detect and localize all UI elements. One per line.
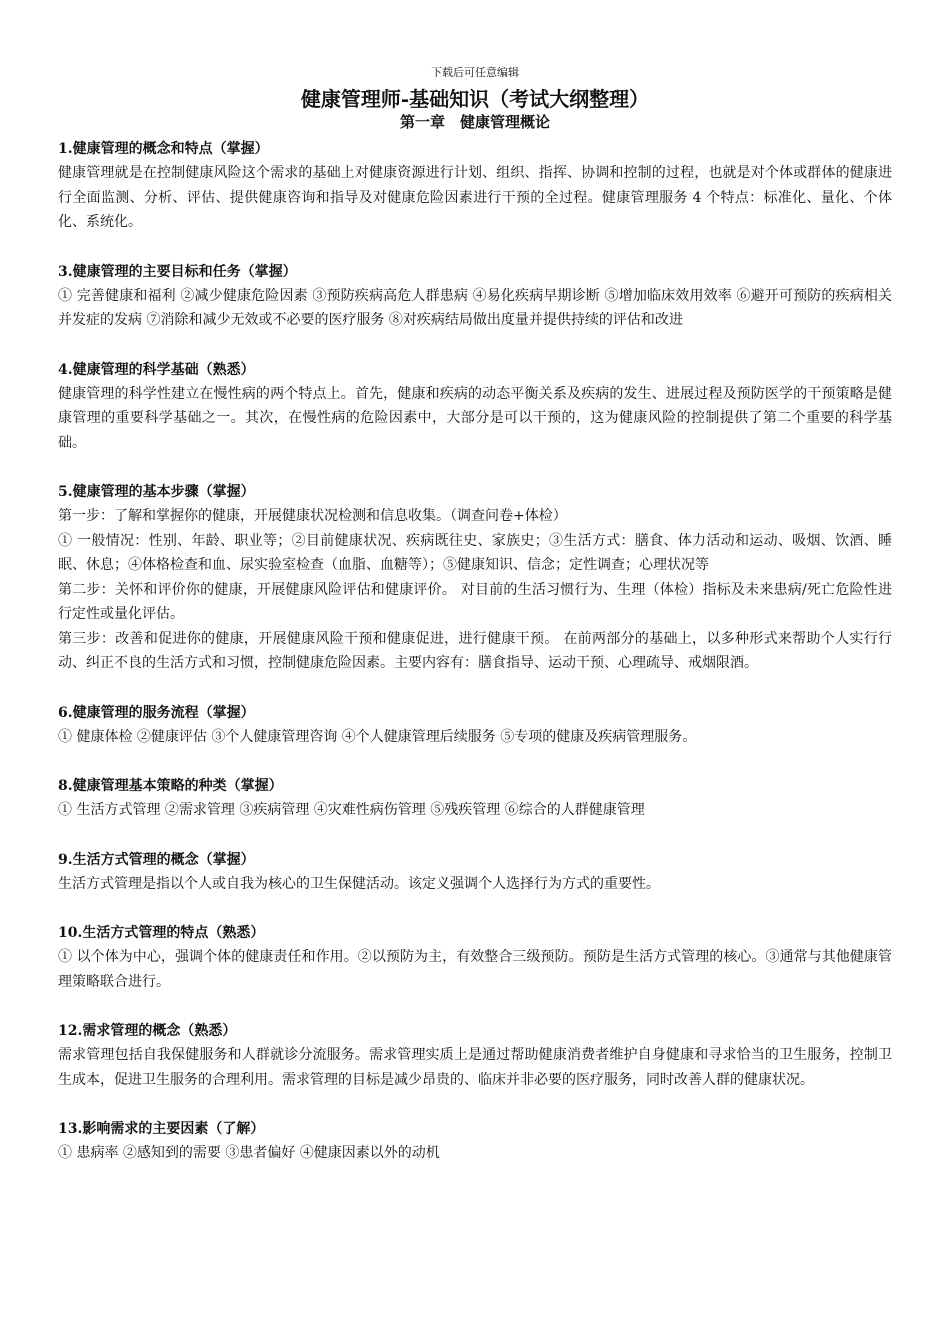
chapter-title: 第一章 健康管理概论 <box>399 113 550 131</box>
section-paragraph: ① 完善健康和福利 ②减少健康危险因素 ③预防疾病高危人群患病 ④易化疾病早期诊断 ⑤增加临床效用效率 ⑥避开可预防的疾病相关并发症的发病 ⑦消除和减少无效或不必要的医疗服务 ⑧对疾病结局做出度量并提供持续的评估和改进 <box>58 287 892 328</box>
section-lifestyle-features <box>58 921 892 994</box>
section-heading: 12.需求管理的概念（熟悉） <box>58 1023 237 1039</box>
section-paragraph: 健康管理的科学性建立在慢性病的两个特点上。首先，健康和疾病的动态平衡关系及疾病的发生、进展过程及预防医学的干预策略是健康管理的重要科学基础之一。其次，在慢性病的危险因素中，大部分是可以干预的，这为健康风险的控制提供了第二个重要的科学基础。 <box>58 385 892 451</box>
section-lifestyle-concept <box>58 848 892 897</box>
section-paragraph: ① 生活方式管理 ②需求管理 ③疾病管理 ④灾难性病伤管理 ⑤残疾管理 ⑥综合的人群健康管理 <box>58 802 645 818</box>
section-heading: 6.健康管理的服务流程（掌握） <box>58 704 255 721</box>
section-heading: 1.健康管理的概念和特点（掌握） <box>58 141 269 157</box>
section-heading: 3.健康管理的主要目标和任务（掌握） <box>58 263 297 280</box>
section-service-flow <box>58 701 892 750</box>
step-three-paragraph: 第三步：改善和促进你的健康，开展健康风险干预和健康促进，进行健康干预。 在前两部分的基础上，以多种形式来帮助个人实行行动、纠正不良的生活方式和习惯，控制健康危险因素。主要内容有：膳食指导、运动干预、心理疏导、戒烟限酒。 <box>58 630 892 671</box>
section-steps <box>58 480 892 676</box>
section-demand-concept <box>58 1019 892 1092</box>
section-paragraph: 需求管理包括自我保健服务和人群就诊分流服务。需求管理实质上是通过帮助健康消费者维护自身健康和寻求恰当的卫生服务，控制卫生成本，促进卫生服务的合理利用。需求管理的目标是减少昂贵的、临床并非必要的医疗服务，同时改善人群的健康状况。 <box>58 1047 892 1088</box>
section-heading: 13.影响需求的主要因素（了解） <box>58 1121 265 1137</box>
section-heading: 8.健康管理基本策略的种类（掌握） <box>58 778 283 794</box>
section-paragraph: ① 患病率 ②感知到的需要 ③患者偏好 ④健康因素以外的动机 <box>58 1145 440 1161</box>
section-strategies <box>58 774 892 823</box>
section-science <box>58 358 892 456</box>
document-title: 健康管理师-基础知识（考试大纲整理） <box>300 87 650 111</box>
download-note: 下载后可任意编辑 <box>431 66 519 79</box>
section-heading: 9.生活方式管理的概念（掌握） <box>58 851 255 868</box>
step-two-paragraph: 第二步：关怀和评价你的健康，开展健康风险评估和健康评价。 对目前的生活习惯行为、生理（体检）指标及未来患病/死亡危险性进行定性或量化评估。 <box>58 581 892 622</box>
section-heading: 5.健康管理的基本步骤（掌握） <box>58 484 255 500</box>
step-one-details: ① 一般情况：性别、年龄、职业等；②目前健康状况、疾病既往史、家族史；③生活方式：膳食、体力活动和运动、吸烟、饮酒、睡眠、休息；④体格检查和血、尿实验室检查（血脂、血糖等）；⑤健康知识、信念；定性调查；心理状况等 <box>58 532 892 573</box>
section-paragraph: ① 健康体检 ②健康评估 ③个人健康管理咨询 ④个人健康管理后续服务 ⑤专项的健康及疾病管理服务。 <box>58 728 697 745</box>
section-paragraph: 健康管理就是在控制健康风险这个需求的基础上对健康资源进行计划、组织、指挥、协调和控制的过程，也就是对个体或群体的健康进行全面监测、分析、评估、提供健康咨询和指导及对健康危险因素进行干预的全过程。健康管理服务 4 个特点：标准化、量化、个体化、系统化。 <box>58 165 892 230</box>
section-demand-factors <box>58 1117 892 1166</box>
section-paragraph: ① 以个体为中心，强调个体的健康责任和作用。②以预防为主，有效整合三级预防。预防是生活方式管理的核心。③通常与其他健康管理策略联合进行。 <box>58 949 892 990</box>
section-heading: 4.健康管理的科学基础（熟悉） <box>58 361 255 378</box>
section-goals <box>58 260 892 333</box>
step-one-paragraph: 第一步：了解和掌握你的健康，开展健康状况检测和信息收集。（调查问卷+体检） <box>58 508 567 524</box>
section-concept <box>58 137 892 235</box>
section-paragraph: 生活方式管理是指以个人或自我为核心的卫生保健活动。该定义强调个人选择行为方式的重要性。 <box>58 875 660 892</box>
section-heading: 10.生活方式管理的特点（熟悉） <box>58 925 265 941</box>
